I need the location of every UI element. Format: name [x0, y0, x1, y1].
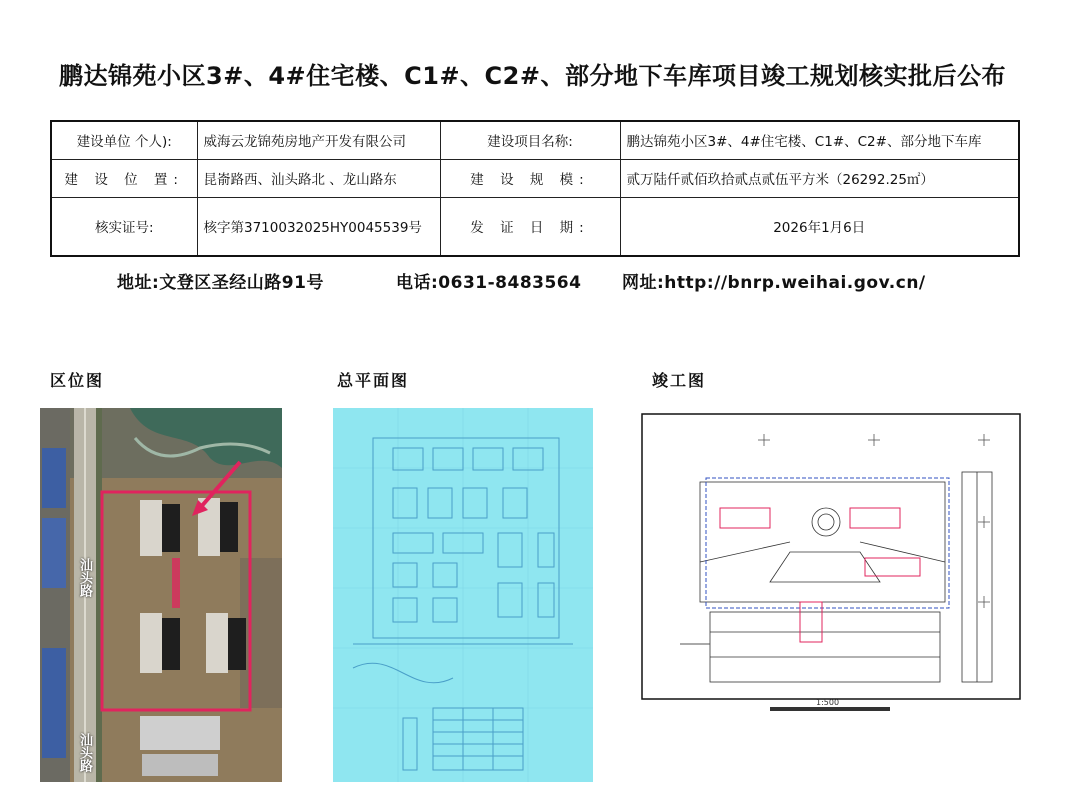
- date-label: 发 证 日 期:: [440, 197, 620, 256]
- road-label-lower: 汕头路: [77, 733, 92, 772]
- location-map-label: 区位图: [50, 371, 105, 390]
- location-value: 昆嵛路西、汕头路北 、龙山路东: [197, 159, 440, 197]
- table-row: [51, 121, 1019, 159]
- table-row: [51, 197, 1019, 256]
- location-map-image: [40, 408, 282, 782]
- site-plan-image: [333, 408, 593, 782]
- date-value: 2026年1月6日: [620, 197, 1019, 256]
- builder-value: 威海云龙锦苑房地产开发有限公司: [197, 121, 440, 159]
- site-plan-label: 总平面图: [337, 371, 410, 390]
- location-label: 建 设 位 置:: [51, 159, 197, 197]
- scale-value: 贰万陆仟贰佰玖拾贰点贰伍平方米（26292.25㎡）: [620, 159, 1019, 197]
- contact-phone: 电话:0631-8483564: [396, 273, 582, 293]
- contact-website: 网址:http://bnrp.weihai.gov.cn/: [622, 273, 926, 293]
- cert-label: 核实证号:: [51, 197, 197, 256]
- completion-plan-image: [640, 412, 1022, 717]
- road-label-upper: 汕头路: [77, 558, 92, 597]
- scale-label: 建 设 规 模:: [440, 159, 620, 197]
- contact-address: 地址:文登区圣经山路91号: [117, 273, 324, 293]
- cert-value: 核字第3710032025HY0045539号: [197, 197, 440, 256]
- page-title: 鹏达锦苑小区3#、4#住宅楼、C1#、C2#、部分地下车库项目竣工规划核实批后公布: [59, 62, 1006, 90]
- project-label: 建设项目名称:: [440, 121, 620, 159]
- scale-label: 1:500: [816, 698, 840, 707]
- project-value: 鹏达锦苑小区3#、4#住宅楼、C1#、C2#、部分地下车库: [620, 121, 1019, 159]
- builder-label: 建设单位 个人):: [51, 121, 197, 159]
- table-row: [51, 159, 1019, 197]
- completion-plan-label: 竣工图: [652, 371, 707, 390]
- project-info-table: [50, 120, 1020, 257]
